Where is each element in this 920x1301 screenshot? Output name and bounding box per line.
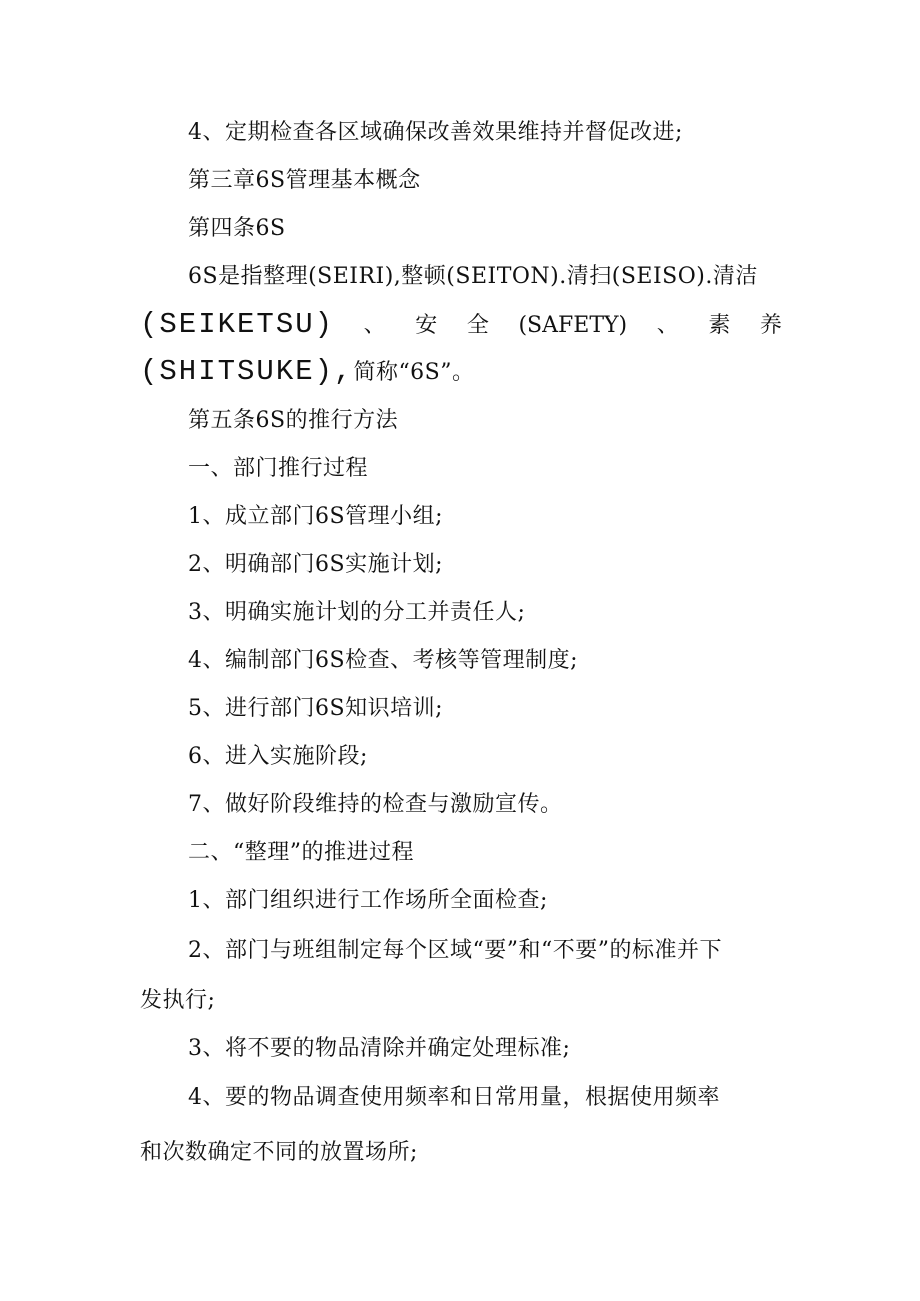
list-item: 3、将不要的物品清除并确定处理标准; (188, 1036, 571, 1061)
list-item-continuation: 和次数确定不同的放置场所; (140, 1140, 418, 1165)
separator: 、 (363, 313, 386, 338)
list-item: 7、做好阶段维持的检查与激励宣传。 (188, 792, 563, 817)
list-item: 6、进入实施阶段; (188, 744, 368, 769)
term-char: 素 (708, 313, 731, 338)
term-char: 养 (759, 313, 782, 338)
term-char: 安 (415, 313, 438, 338)
term-seiketsu: (SEIKETSU) (140, 308, 335, 341)
article-heading: 第五条6S的推行方法 (188, 408, 399, 433)
list-item: 4、编制部门6S检查、考核等管理制度; (188, 648, 578, 673)
paragraph-line: 6S是指整理(SEIRI),整顿(SEITON).清扫(SEISO).清洁 (188, 264, 758, 289)
paragraph-line-justified (140, 305, 782, 346)
term-char: 全 (466, 313, 489, 338)
list-item: 5、进行部门6S知识培训; (188, 696, 443, 721)
term-shitsuke: (SHITSUKE), (140, 355, 354, 388)
list-item: 1、部门组织进行工作场所全面检查; (188, 888, 548, 913)
chapter-heading: 第三章6S管理基本概念 (188, 168, 421, 193)
term-safety: (SAFETY) (518, 313, 628, 338)
list-item-continuation: 发执行; (140, 988, 216, 1013)
section-heading: 二、“整理”的推进过程 (188, 840, 414, 865)
paragraph-line (140, 352, 475, 393)
list-item: 1、成立部门6S管理小组; (188, 504, 443, 529)
article-heading: 第四条6S (188, 216, 286, 241)
separator: 、 (656, 313, 679, 338)
list-item: 2、部门与班组制定每个区域“要”和“不要”的标准并下 (188, 938, 722, 963)
abbreviation-text: 简称“6S”。 (353, 360, 475, 385)
list-item: 2、明确部门6S实施计划; (188, 552, 443, 577)
section-heading: 一、部门推行过程 (188, 456, 369, 481)
list-item: 3、明确实施计划的分工并责任人; (188, 600, 526, 625)
list-item: 4、要的物品调查使用频率和日常用量，根据使用频率 (188, 1085, 720, 1110)
paragraph-line: 4、定期检查各区域确保改善效果维持并督促改进; (188, 120, 683, 145)
